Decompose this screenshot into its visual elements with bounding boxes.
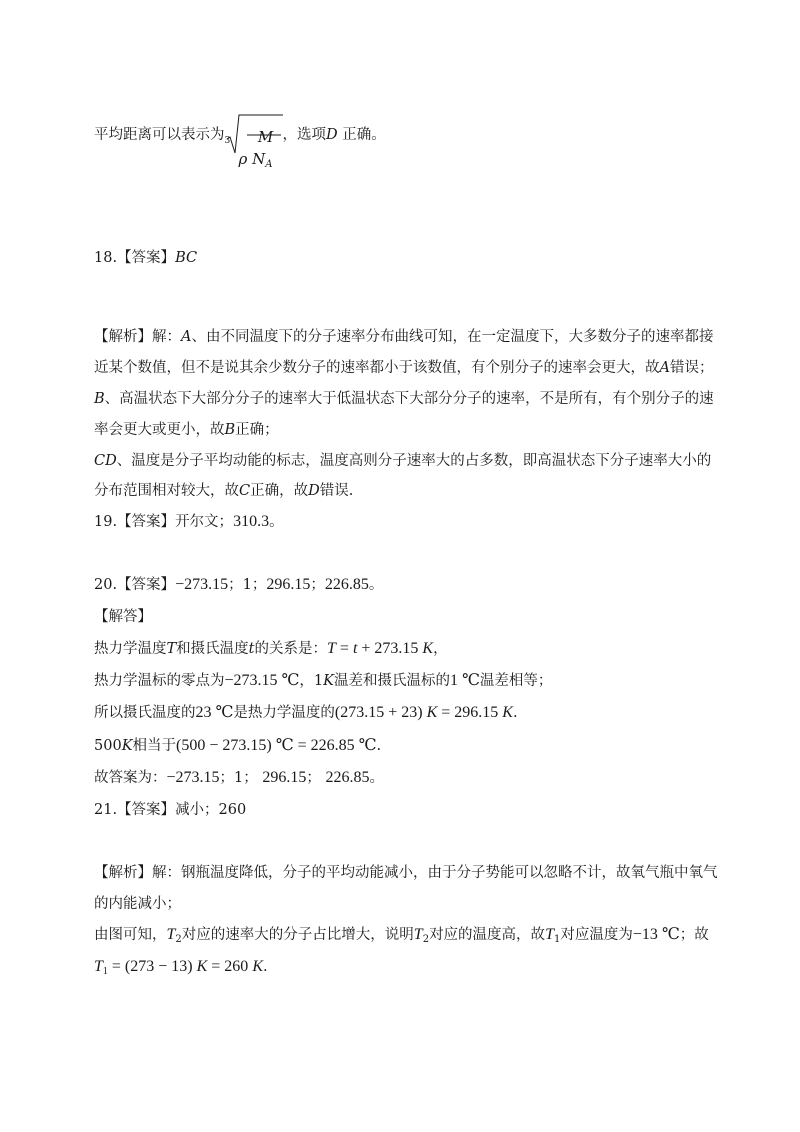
q18-line6-option-d: D [308,483,320,499]
q18-line2-end: 错误； [669,360,714,376]
q17-suffix-b: 正确。 [342,127,386,143]
text: 温差和摄氏温标的 [334,673,450,689]
value: −13 ℃ [632,926,680,943]
q18-analysis-line-1 [94,327,713,347]
subscript: 2 [175,934,182,945]
text: 相当于 [132,738,177,754]
q18-line6-end: 错误. [319,483,354,499]
q18-line6-option-c: C [239,483,251,499]
expression: = 260 [207,958,253,975]
value: −273.15 [166,769,220,786]
unit-K: K [426,704,438,721]
formula [94,958,263,975]
q21-answer-line [94,800,246,820]
unit-K: K [121,738,133,754]
q18-line6-text: 分布范围相对较大，故 [94,483,239,499]
symbol-t: t [248,641,255,657]
q20-line-3 [94,703,518,723]
symbol-T: T [413,926,423,943]
separator: ； [251,577,267,593]
equals: = [335,640,353,657]
end-mark: 。 [369,770,384,786]
q19-answer-text: 开尔文； [175,514,234,530]
q17-option: D [326,127,338,143]
q18-line4-text: 率会更大或更小，故 [94,422,225,438]
text: 由图可知， [94,927,167,943]
text: 的内能减小； [94,896,181,912]
value: 23 ℃ [195,704,234,721]
text: 是热力学温度的 [233,705,335,721]
q18-option-b: B [94,391,105,407]
unit-K: K [196,958,208,975]
separator: ； [306,770,326,786]
subscript: 2 [422,934,430,945]
q18-line4-option: B [224,422,236,438]
q18-answer-label: 18.【答案】 [94,250,176,266]
q18-analysis-label: 【解析】解： [94,329,181,345]
q18-line6-mid: 正确，故 [250,483,309,499]
value: 1 ℃ [450,672,480,689]
separator: ；1； [219,770,263,786]
value: −273.15 ℃ [224,672,300,689]
expression: = 296.15 [437,704,503,721]
q19-answer-number: 310.3 [233,513,270,530]
symbol-T: T [166,926,176,943]
q19-answer-label: 19.【答案】 [94,514,176,530]
unit-K: K [502,704,513,721]
period: . [376,738,382,754]
q20-value-1: −273.15 [175,576,229,593]
n-subscript: A [265,159,273,170]
subscript: 1 [102,966,108,977]
q20-line-5 [94,768,384,788]
unit-K: K [422,640,434,657]
unit-K: K [252,958,263,975]
q21-analysis-line-1 [94,863,718,883]
text: 对应的温度高，故 [429,927,546,943]
separator: ； [228,577,243,593]
q18-answer-value: BC [175,250,198,266]
text: 热力学温度 [94,641,167,657]
text: 热力学温标的零点为 [94,673,225,689]
q17-suffix-a: ，选项 [282,127,326,143]
q20-solve-label [94,607,152,627]
text: ，1 [299,673,324,689]
text: 对应的速率大的分子占比增大，说明 [181,927,414,943]
constant: + 273.15 [357,640,423,657]
q21-answer-label: 21.【答案】 [94,802,176,818]
q18-line3-text: 、高温状态下大部分分子的速率大于低温状态下大部分分子的速率，不是所有，有个别分子的速 [104,391,714,407]
unit-K: K [323,673,334,689]
symbol-t: t [352,640,358,657]
q20-answer-line [94,575,383,595]
q21-answer-value: 减小；260 [175,802,247,818]
q18-line1-text: 、由不同温度下的分子速率分布曲线可知，在一定温度下，大多数分子的速率都接 [191,329,714,345]
text: 钢瓶温度降低，分子的平均动能减小，由于分子势能可以忽略不计，故氧气瓶中氧气 [181,865,718,881]
root-index: 3 [224,136,231,146]
text: 所以摄氏温度的 [94,705,196,721]
n-symbol: N [252,150,266,168]
q21-analysis-line-2 [94,894,181,914]
q18-option-cd: CD [94,453,117,469]
q20-solve-heading: 【解答】 [94,609,152,625]
expression: (273.15 + 23) [334,704,427,721]
q20-line-1 [94,639,448,659]
formula [335,704,513,721]
q20-value-4: 226.85 [324,576,369,593]
text: ；故 [679,927,709,943]
period: . [262,959,268,975]
symbol-T: T [545,926,554,943]
q18-line4-end: 正确； [235,422,279,438]
q17-tail-line [94,113,386,170]
q21-analysis-label: 【解析】解： [94,865,181,881]
q20-value-3: 296.15 [266,576,311,593]
q20-answer-label: 20.【答案】 [94,577,176,593]
comma: ， [433,641,448,657]
q18-answer-line [94,248,197,268]
q18-analysis-line-3 [94,389,714,409]
expression: (500 − 273.15) ℃ = 226.85 ℃ [176,737,377,754]
q20-value-2: 1 [242,577,252,593]
formula [327,640,433,657]
rho-symbol: ρ [238,150,248,168]
q18-analysis-line-5 [94,451,711,471]
fraction-numerator: M [257,128,274,146]
expression: = (273 − 13) [107,958,197,975]
subscript: 1 [553,934,561,945]
q20-line-2 [94,671,552,691]
text: 故答案为： [94,770,167,786]
value: 500 [94,738,122,754]
q18-option-a: A [181,329,192,345]
q21-analysis-line-4 [94,957,268,982]
fraction-denominator [239,137,273,187]
q18-analysis-line-2 [94,358,713,378]
q19-answer-line [94,512,284,532]
cube-root-expression [224,113,283,170]
symbol-T: T [94,958,103,975]
text: 的关系是： [254,641,327,657]
q20-line-4 [94,736,381,756]
q18-line2-text: 近某个数值，但不是说其余少数分子的速率都小于该数值，有个别分子的速率会更大，故 [94,360,660,376]
text: 对应温度为 [560,927,633,943]
q18-line5-text: 、温度是分子平均动能的标志，温度高则分子速率大的占多数，即高温状态下分子速率大小的 [116,453,712,469]
q19-answer-end: 。 [269,514,284,530]
period: . [512,705,518,721]
q18-line2-option: A [659,360,670,376]
text: 温差相等； [479,673,553,689]
symbol-T: T [327,640,336,657]
value: 226.85 [325,769,370,786]
q21-analysis-line-3 [94,925,709,950]
q17-prefix: 平均距离可以表示为 [94,127,225,143]
symbol-T: T [166,641,177,657]
q18-analysis-line-6 [94,481,353,501]
value: 296.15 [262,769,307,786]
separator: ； [310,577,325,593]
q18-analysis-line-4 [94,420,279,440]
end-mark: 。 [368,577,384,593]
text: 和摄氏温度 [176,641,249,657]
